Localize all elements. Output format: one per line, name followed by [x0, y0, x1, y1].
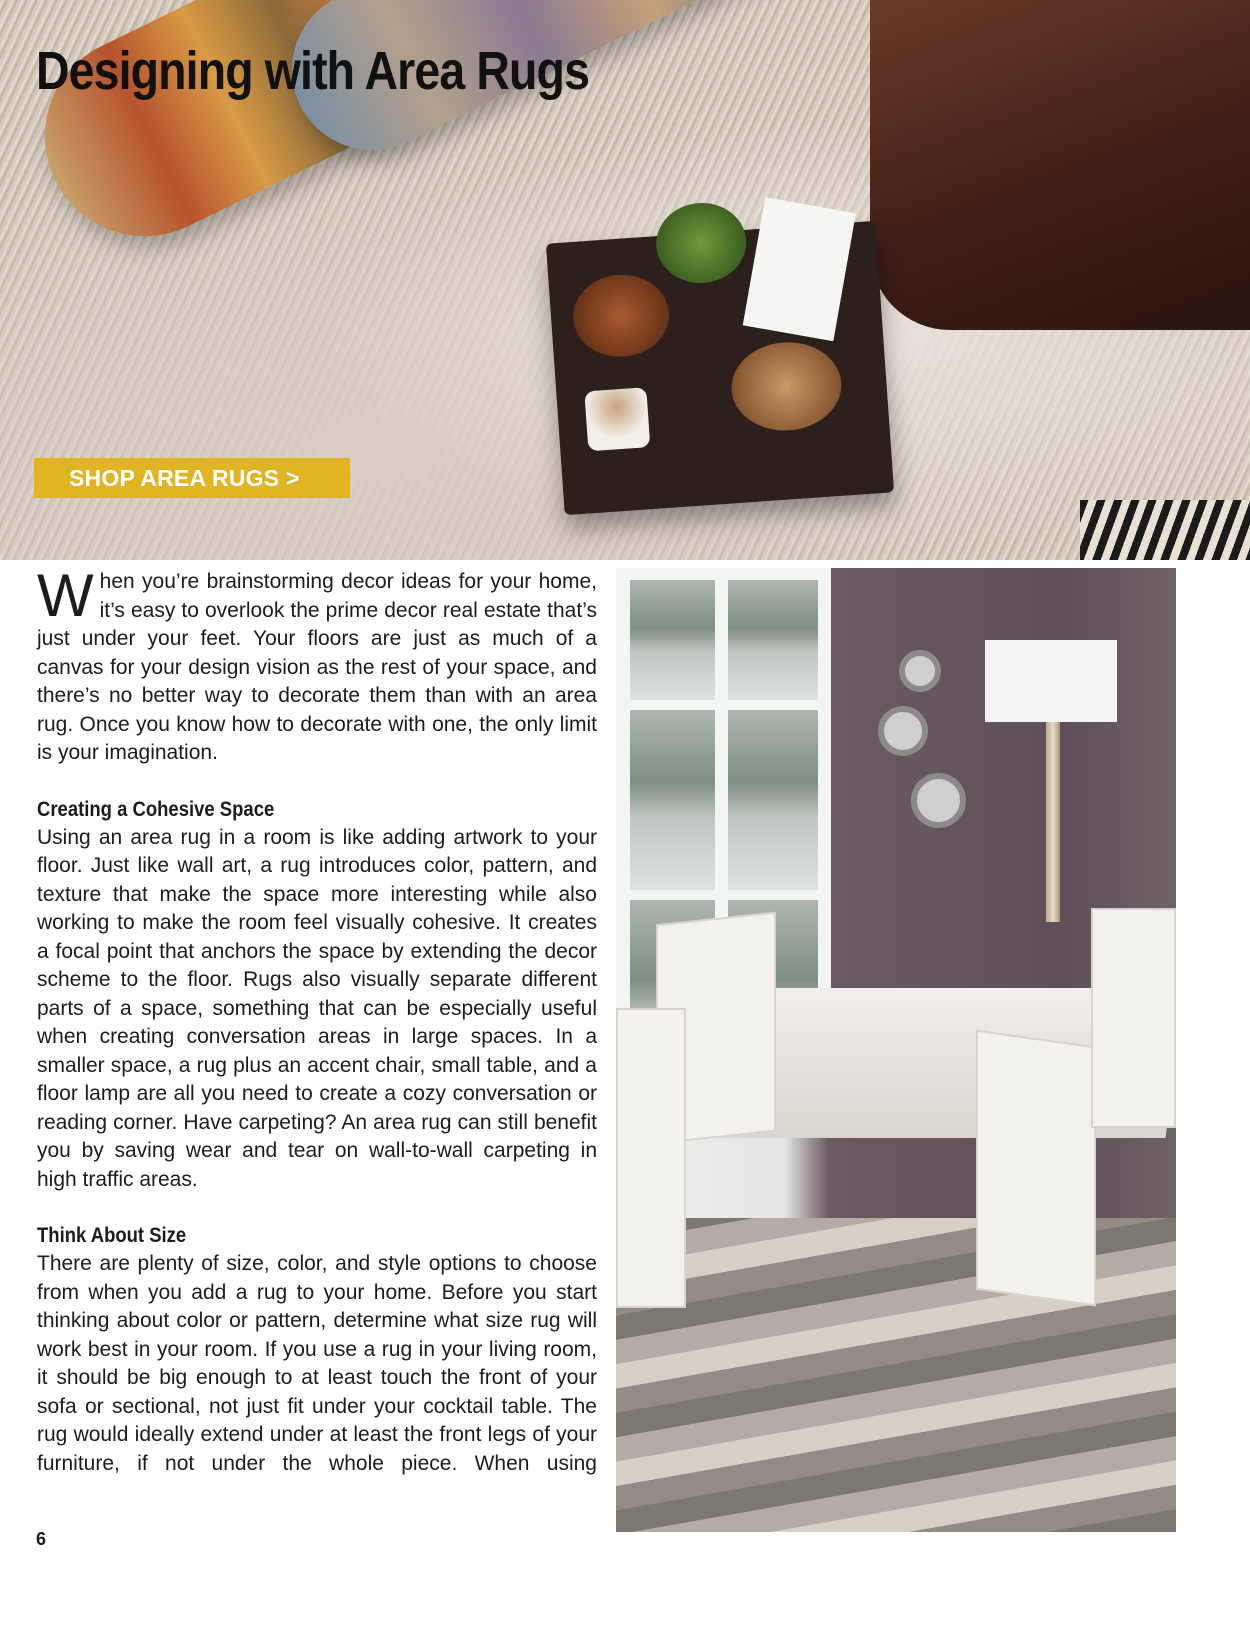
serving-tray-illustration [546, 221, 894, 515]
cookie-plate-illustration [729, 339, 845, 434]
notebook-illustration [743, 197, 856, 341]
wall-mirror-illustration [899, 650, 941, 692]
article-column [37, 562, 597, 1478]
snack-bowl-illustration [570, 272, 671, 360]
section-heading: Think About Size [37, 1224, 187, 1247]
shop-area-rugs-button[interactable]: SHOP AREA RUGS > [34, 458, 350, 498]
page-title: Designing with Area Rugs [36, 41, 590, 101]
floor-lamp-pole [1046, 722, 1060, 922]
coffee-cup-illustration [584, 387, 650, 451]
floor-lamp-illustration [985, 640, 1117, 722]
wall-mirror-illustration [878, 706, 928, 756]
drop-cap: W [37, 562, 94, 629]
dining-chair-illustration [616, 1008, 686, 1308]
succulent-plant-illustration [654, 200, 749, 286]
section-heading: Creating a Cohesive Space [37, 797, 275, 821]
leather-sofa-illustration [870, 0, 1250, 330]
intro-paragraph [37, 562, 597, 768]
intro-text: hen you’re brainstorming decor ideas for your home, it’s easy to overlook the prime decor real estate that’s just under your feet. Your floors are just as much of a canvas for your design vision as the rest of your space, and there’s no better way to decorate them than with an area rug. Once you know how to decorate with one, the only limit is your imagination. [37, 570, 597, 764]
section-body: There are plenty of size, color, and style options to choose from when you add a rug to your home. Before you start thinking about color or pattern, determine what size rug will work best in your room. If you use a rug in your living room, it should be big enough to at least touch the front of your sofa or sectional, not just fit under your cocktail table. The rug would ideally extend under at least the front legs of your furniture, if not under the whole piece. When using [37, 1252, 597, 1475]
wall-mirror-illustration [911, 773, 966, 828]
page-number: 6 [36, 1529, 47, 1549]
dining-room-photo [616, 568, 1176, 1532]
section-body: Using an area rug in a room is like adding artwork to your floor. Just like wall art, a rug introduces color, pattern, and texture that make the space more interesting while also working to make the room feel visually cohesive. It creates a focal point that anchors the space by extending the decor scheme to the floor. Rugs also visually separate different parts of a space, something that can be especially useful when creating conversation areas in large spaces. In a smaller space, a rug plus an accent chair, small table, and a floor lamp are all you need to create a cozy conversation or reading corner. Have carpeting? An area rug can still benefit you by saving wear and tear on wall-to-wall carpeting in high traffic areas. [37, 825, 597, 1191]
dining-chair-illustration [976, 1030, 1096, 1307]
dining-chair-illustration [1091, 908, 1176, 1128]
striped-rug-edge [1080, 500, 1250, 560]
